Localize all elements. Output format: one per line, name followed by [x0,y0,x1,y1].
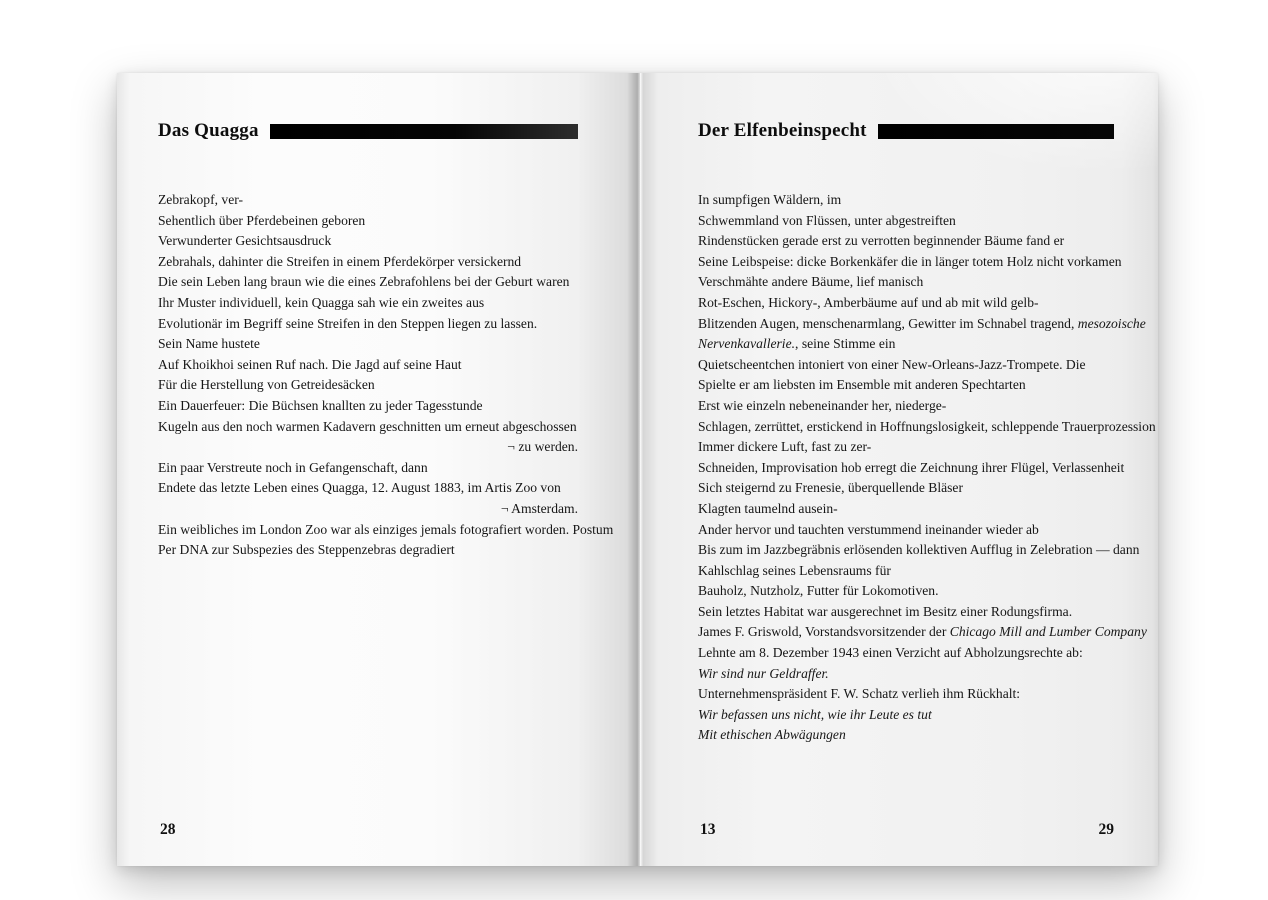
poem-line: Spielte er am liebsten im Ensemble mit anderen Spechtarten [698,377,1026,393]
poem-body-right [698,190,1156,746]
poem-line: Zebrakopf, ver- [158,192,244,207]
poem-line: Lehnte am 8. Dezember 1943 einen Verzicht auf Abholzungsrechte ab: [698,645,1083,661]
poem-line: Seine Leibspeise: dicke Borkenkäfer die in länger totem Holz nicht vorkamen [698,253,1122,269]
poem-line: Evolutionär im Begriff seine Streifen in den Steppen liegen zu lassen. [158,315,538,331]
poem-line: Klagten taumelnd ausein- [698,500,838,516]
poem-line: Kahlschlag seines Lebensraums für [698,562,891,578]
poem-line: Ihr Muster individuell, kein Quagga sah wie ein zweites aus [158,294,485,310]
poem-line: Bis zum im Jazzbegräbnis erlösenden kollektiven Aufflug in Zelebration — dann [698,542,1140,558]
poem-line: Zebrahals, dahinter die Streifen in einem Pferdekörper versickernd [158,253,522,269]
poem-line: Sein letztes Habitat war ausgerechnet im Besitz einer Rodungsfirma. [698,603,1073,619]
poem-title-left: Das Quagga [158,120,259,141]
page-left [117,73,640,866]
poem-line: Ein Dauerfeuer: Die Büchsen knallten zu jeder Tagesstunde [158,397,483,413]
poem-line: Quietscheentchen intoniert von einer New-Orleans-Jazz-Trompete. Die [698,356,1086,372]
poem-line: Blitzenden Augen, menschenarmlang, Gewitter im Schnabel tragend, mesozoische [698,315,1146,331]
poem-line: Per DNA zur Subspezies des Steppenzebras degradiert [158,542,455,558]
poem-line: ¬ zu werden. [507,439,578,455]
page-number: 29 [1098,821,1114,838]
poem-line: Ein paar Verstreute noch in Gefangenschaft, dann [158,459,428,475]
title-rule-bar [270,124,578,139]
poem-line: Kugeln aus den noch warmen Kadavern geschnitten um erneut abgeschossen [158,418,577,434]
poem-line: Erst wie einzeln nebeneinander her, niederge- [698,397,947,413]
poem-line: Sich steigernd zu Frenesie, überquellende Bläser [698,480,963,496]
book-spread [117,73,1158,866]
poem-line: Nervenkavallerie., seine Stimme ein [698,336,896,352]
page-footer-right [640,821,1158,839]
poem-line: Bauholz, Nutzholz, Futter für Lokomotiven. [698,583,939,599]
poem-line: Rot-Eschen, Hickory-, Amberbäume auf und ab mit wild gelb- [698,294,1039,310]
page-footer-left [117,821,640,839]
poem-line: Ein weibliches im London Zoo war als einziges jemals fotografiert worden. Postum [158,521,614,537]
page-number: 28 [160,821,176,838]
poem-line: Rindenstücken gerade erst zu verrotten beginnender Bäume fand er [698,233,1065,249]
poem-line: Sein Name hustete [158,336,260,352]
poem-header-right [698,120,1114,142]
poem-line: Mit ethischen Abwägungen [698,727,846,743]
poem-line: Unternehmenspräsident F. W. Schatz verlieh ihm Rückhalt: [698,686,1021,702]
poem-line: Für die Herstellung von Getreidesäcken [158,377,375,393]
poem-line: Schneiden, Improvisation hob erregt die Zeichnung ihrer Flügel, Verlassenheit [698,459,1125,475]
poem-line: Auf Khoikhoi seinen Ruf nach. Die Jagd auf seine Haut [158,356,462,372]
poem-line: Schwemmland von Flüssen, unter abgestreiften [698,212,956,228]
poem-line: Wir sind nur Geldraffer. [698,665,829,681]
poem-line: Ander hervor und tauchten verstummend ineinander wieder ab [698,521,1039,537]
poem-line: Schlagen, zerrüttet, erstickend in Hoffnungslosigkeit, schleppende Trauerprozession [698,418,1156,434]
poem-line: Die sein Leben lang braun wie die eines Zebrafohlens bei der Geburt waren [158,274,570,290]
poem-number: 13 [700,821,716,838]
poem-line: ¬ Amsterdam. [500,500,578,516]
poem-header-left [158,120,578,142]
poem-line: Immer dickere Luft, fast zu zer- [698,439,872,455]
poem-line: In sumpfigen Wäldern, im [698,192,842,207]
poem-line: Endete das letzte Leben eines Quagga, 12. August 1883, im Artis Zoo von [158,480,561,496]
poem-line: Verwunderter Gesichtsausdruck [158,233,332,249]
poem-line: Wir befassen uns nicht, wie ihr Leute es tut [698,706,932,722]
poem-title-right: Der Elfenbeinspecht [698,120,867,141]
poem-body-left [158,190,614,561]
poem-line: Verschmähte andere Bäume, lief manisch [698,274,924,290]
poem-line: Sehentlich über Pferdebeinen geboren [158,212,366,228]
poem-line: James F. Griswold, Vorstandsvorsitzender der Chicago Mill and Lumber Company [698,624,1147,640]
page-right [640,73,1158,866]
title-rule-bar [878,124,1114,139]
